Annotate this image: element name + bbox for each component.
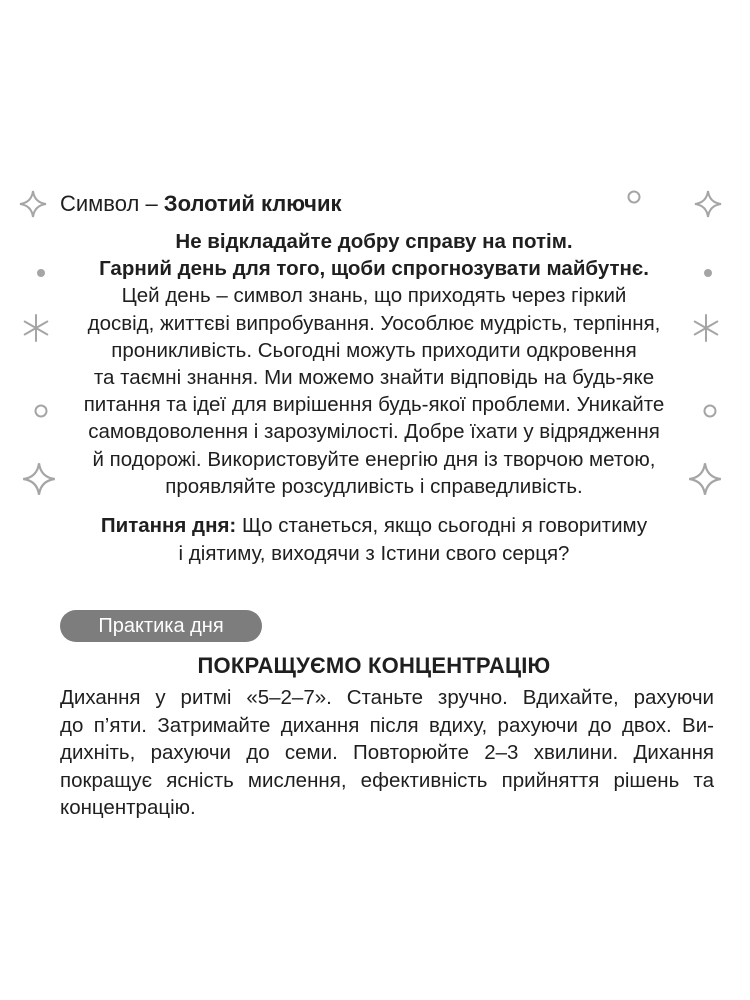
description-line: самовдоволення і зарозумілості. Добре їхати у відрядження [88, 420, 660, 444]
description-line: та таємні знання. Ми можемо знайти відповідь на будь-яке [93, 366, 655, 390]
symbol-prefix: Символ – [60, 191, 164, 216]
snowflake-icon [690, 312, 722, 344]
description-line: проявляйте розсудливість і справедливість. [165, 474, 583, 498]
circle-icon [702, 403, 718, 419]
practice-title: ПОКРАЩУЄМО КОНЦЕНТРАЦІЮ [197, 653, 551, 678]
four-point-star-icon [22, 462, 56, 496]
headline-line: Не відкладайте добру справу на потім. [175, 230, 573, 253]
practice-line: покращує ясність мислення, ефективність прийняття рішень та [60, 768, 714, 792]
practice-line: концентрацію. [60, 796, 196, 819]
day-description [60, 228, 688, 500]
circle-icon [626, 189, 642, 205]
practice-body [60, 684, 714, 822]
question-text: Що станеться, якщо сьогодні я говоритиму [236, 514, 648, 537]
practice-line: Дихання у ритмі «5–2–7». Станьте зручно. Вдихайте, рахуючи [60, 686, 714, 709]
question-of-day [60, 512, 688, 567]
description-line: питання та ідеї для вирішення будь-якої проблеми. Уникайте [83, 393, 665, 417]
symbol-name: Золотий ключик [163, 191, 342, 216]
four-point-star-icon [694, 190, 722, 218]
symbol-heading [60, 190, 342, 218]
snowflake-icon [20, 312, 52, 344]
practice-line: дихніть, рахуючи до семи. Повторюйте 2–3 хвилини. Дихання [60, 741, 714, 764]
practice-badge: Практика дня [60, 610, 262, 642]
description-line: Цей день – символ знань, що приходять через гіркий [121, 284, 627, 308]
question-text: і діятиму, виходячи з Істини свого серця? [178, 541, 570, 565]
description-line: проникливість. Сьогодні можуть приходити одкровення [111, 338, 637, 362]
description-line: й подорожі. Використовуйте енергію дня із творчою метою, [92, 447, 656, 471]
circle-icon [33, 403, 49, 419]
dot-icon [36, 268, 46, 278]
question-label: Питання дня: [100, 514, 237, 537]
practice-line: до п’яти. Затримайте дихання після вдиху, рахуючи до двох. Ви- [60, 713, 714, 737]
four-point-star-icon [688, 462, 722, 496]
dot-icon [703, 268, 713, 278]
headline-line: Гарний день для того, щоби спрогнозувати майбутнє. [99, 257, 649, 281]
four-point-star-icon [19, 190, 47, 218]
description-line: досвід, життєві випробування. Уособлює мудрість, терпіння, [87, 311, 661, 335]
